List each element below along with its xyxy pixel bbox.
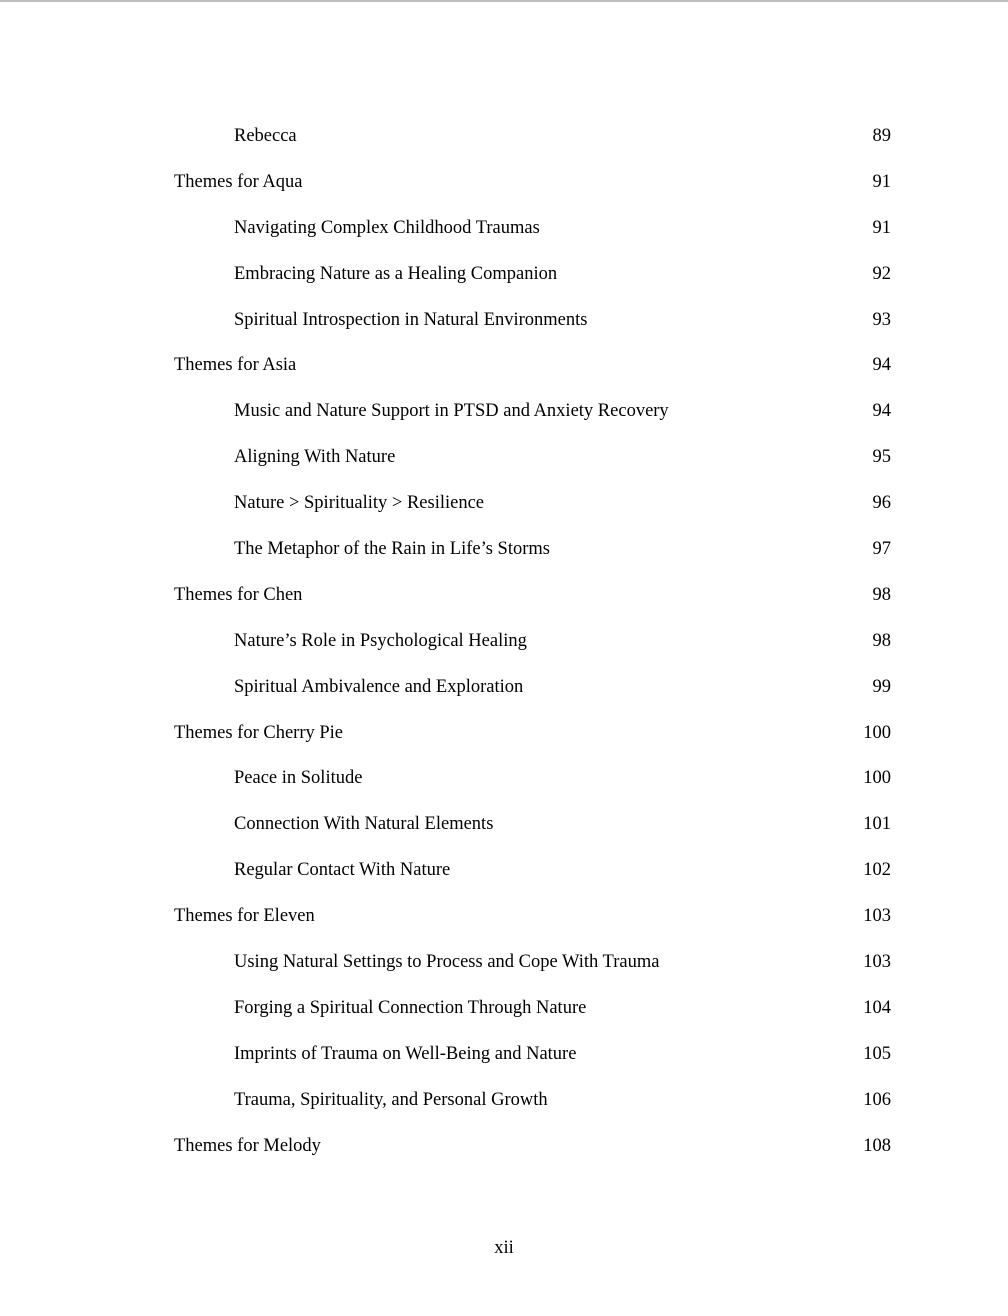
toc-entry[interactable] bbox=[174, 1124, 891, 1170]
toc-subentry[interactable] bbox=[174, 848, 891, 894]
toc-subentry[interactable] bbox=[174, 252, 891, 298]
toc-entry-title: Themes for Cherry Pie bbox=[174, 722, 344, 743]
toc-subentry[interactable] bbox=[174, 114, 891, 160]
toc-subentry[interactable] bbox=[174, 1032, 891, 1078]
toc-subentry[interactable] bbox=[174, 986, 891, 1032]
toc-entry-title: Themes for Chen bbox=[174, 584, 303, 605]
toc-entry-title: The Metaphor of the Rain in Life’s Storms bbox=[234, 539, 550, 560]
toc-entry-page: 106 bbox=[863, 1089, 891, 1110]
toc-entry-title: Spiritual Introspection in Natural Environments bbox=[234, 309, 588, 330]
table-of-contents bbox=[174, 114, 891, 1169]
page-number: xii bbox=[494, 1238, 514, 1258]
toc-entry-title: Using Natural Settings to Process and Cope With Trauma bbox=[234, 952, 660, 973]
toc-entry-title: Peace in Solitude bbox=[234, 768, 363, 789]
toc-entry-title: Embracing Nature as a Healing Companion bbox=[234, 263, 558, 284]
toc-entry-title: Nature’s Role in Psychological Healing bbox=[234, 630, 527, 651]
toc-entry-page: 94 bbox=[872, 355, 891, 376]
toc-entry-page: 97 bbox=[872, 539, 891, 560]
toc-entry[interactable] bbox=[174, 573, 891, 619]
toc-entry-page: 98 bbox=[872, 584, 891, 605]
toc-entry-title: Themes for Aqua bbox=[174, 171, 303, 192]
toc-subentry[interactable] bbox=[174, 435, 891, 481]
toc-entry-page: 104 bbox=[863, 997, 891, 1018]
toc-entry-page: 101 bbox=[863, 814, 891, 835]
toc-entry-page: 102 bbox=[863, 860, 891, 881]
toc-subentry[interactable] bbox=[174, 756, 891, 802]
toc-entry-page: 103 bbox=[863, 906, 891, 927]
toc-entry-title: Aligning With Nature bbox=[234, 447, 396, 468]
toc-entry-page: 89 bbox=[872, 126, 891, 146]
toc-entry-title: Imprints of Trauma on Well-Being and Nature bbox=[234, 1043, 577, 1064]
toc-subentry[interactable] bbox=[174, 619, 891, 665]
toc-entry[interactable] bbox=[174, 894, 891, 940]
toc-subentry[interactable] bbox=[174, 940, 891, 986]
toc-entry-title: Nature > Spirituality > Resilience bbox=[234, 493, 485, 514]
toc-subentry[interactable] bbox=[174, 527, 891, 573]
toc-subentry[interactable] bbox=[174, 389, 891, 435]
toc-subentry[interactable] bbox=[174, 1078, 891, 1124]
toc-entry-page: 92 bbox=[872, 263, 891, 284]
toc-entry-page: 95 bbox=[872, 447, 891, 468]
toc-entry-page: 100 bbox=[863, 722, 891, 743]
toc-entry-page: 91 bbox=[872, 217, 891, 238]
toc-entry-page: 94 bbox=[872, 401, 891, 422]
toc-entry-title: Navigating Complex Childhood Traumas bbox=[234, 217, 540, 238]
toc-entry[interactable] bbox=[174, 160, 891, 206]
toc-entry-title: Themes for Melody bbox=[174, 1135, 321, 1156]
toc-entry-title: Music and Nature Support in PTSD and Anxiety Recovery bbox=[234, 401, 669, 422]
document-page bbox=[0, 2, 1008, 1316]
toc-entry[interactable] bbox=[174, 711, 891, 757]
toc-entry-page: 105 bbox=[863, 1043, 891, 1064]
toc-subentry[interactable] bbox=[174, 481, 891, 527]
toc-entry-title: Connection With Natural Elements bbox=[234, 814, 494, 835]
toc-entry-title: Themes for Eleven bbox=[174, 906, 315, 927]
toc-entry-page: 100 bbox=[863, 768, 891, 789]
toc-entry-page: 96 bbox=[872, 493, 891, 514]
toc-subentry[interactable] bbox=[174, 665, 891, 711]
toc-subentry[interactable] bbox=[174, 298, 891, 344]
toc-entry-page: 103 bbox=[863, 952, 891, 973]
toc-subentry[interactable] bbox=[174, 206, 891, 252]
toc-entry-title: Trauma, Spirituality, and Personal Growth bbox=[234, 1089, 548, 1110]
toc-entry-title: Themes for Asia bbox=[174, 355, 297, 376]
toc-entry-page: 98 bbox=[872, 630, 891, 651]
toc-entry-page: 93 bbox=[872, 309, 891, 330]
toc-entry-title: Regular Contact With Nature bbox=[234, 860, 451, 881]
toc-entry-page: 108 bbox=[863, 1135, 891, 1156]
toc-subentry[interactable] bbox=[174, 802, 891, 848]
toc-entry-title: Spiritual Ambivalence and Exploration bbox=[234, 676, 524, 697]
toc-entry-page: 91 bbox=[872, 171, 891, 192]
toc-entry-page: 99 bbox=[872, 676, 891, 697]
toc-entry-title: Rebecca bbox=[234, 126, 297, 146]
toc-entry[interactable] bbox=[174, 343, 891, 389]
toc-entry-title: Forging a Spiritual Connection Through Nature bbox=[234, 997, 587, 1018]
